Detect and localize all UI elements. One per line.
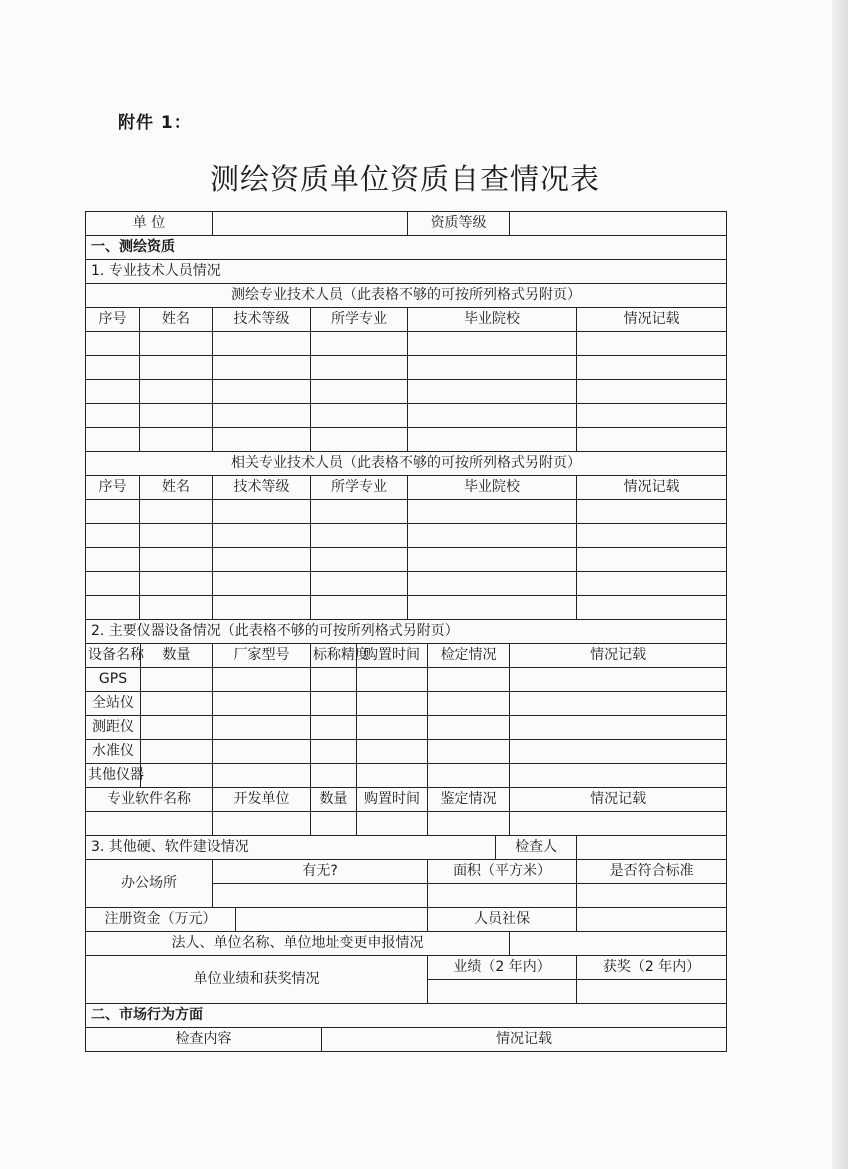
blank-cell[interactable] xyxy=(577,524,727,548)
table-row xyxy=(86,596,727,620)
equipment-name: GPS xyxy=(86,668,141,692)
blank-cell[interactable] xyxy=(510,716,727,740)
equipment-row-rangefinder xyxy=(86,716,727,740)
blank-cell[interactable] xyxy=(140,356,213,380)
office-has-label: 有无? xyxy=(213,860,428,884)
blank-cell[interactable] xyxy=(311,428,408,452)
table-row xyxy=(86,356,727,380)
blank-cell[interactable] xyxy=(408,380,577,404)
blank-cell[interactable] xyxy=(510,668,727,692)
blank-cell[interactable] xyxy=(86,596,140,620)
check-content-label: 检查内容 xyxy=(86,1028,322,1052)
performance-field[interactable] xyxy=(428,980,577,1004)
blank-cell[interactable] xyxy=(408,428,577,452)
record-label: 情况记载 xyxy=(322,1028,727,1052)
blank-cell[interactable] xyxy=(311,740,357,764)
blank-cell[interactable] xyxy=(311,548,408,572)
header-row xyxy=(86,212,727,236)
blank-cell[interactable] xyxy=(141,740,213,764)
blank-cell[interactable] xyxy=(311,668,357,692)
software-header-row xyxy=(86,788,727,812)
col-record: 情况记载 xyxy=(577,476,727,500)
blank-cell[interactable] xyxy=(140,548,213,572)
blank-cell[interactable] xyxy=(311,332,408,356)
blank-cell[interactable] xyxy=(577,500,727,524)
office-row-1 xyxy=(86,860,727,884)
sub1-title: 1. 专业技术人员情况 xyxy=(86,260,727,284)
blank-cell[interactable] xyxy=(311,500,408,524)
blank-cell[interactable] xyxy=(140,572,213,596)
equipment-name: 水准仪 xyxy=(86,740,141,764)
sub3-row xyxy=(86,836,727,860)
blank-cell[interactable] xyxy=(510,764,727,788)
blank-cell[interactable] xyxy=(577,596,727,620)
blank-cell[interactable] xyxy=(408,524,577,548)
blank-cell[interactable] xyxy=(213,548,311,572)
equipment-row-level xyxy=(86,740,727,764)
blank-cell[interactable] xyxy=(357,716,428,740)
change-label: 法人、单位名称、单位地址变更申报情况 xyxy=(86,932,510,956)
blank-cell[interactable] xyxy=(140,596,213,620)
blank-cell[interactable] xyxy=(213,692,311,716)
office-label: 办公场所 xyxy=(86,860,213,908)
col-calibration: 检定情况 xyxy=(428,644,510,668)
blank-cell[interactable] xyxy=(141,692,213,716)
blank-cell[interactable] xyxy=(140,428,213,452)
blank-cell[interactable] xyxy=(408,572,577,596)
blank-cell[interactable] xyxy=(577,332,727,356)
blank-cell[interactable] xyxy=(86,572,140,596)
blank-cell[interactable] xyxy=(140,500,213,524)
table-row xyxy=(86,500,727,524)
col-purchase-time: 购置时间 xyxy=(357,644,428,668)
survey-staff-header-row xyxy=(86,308,727,332)
blank-cell[interactable] xyxy=(408,332,577,356)
qualification-level-label: 资质等级 xyxy=(408,212,510,236)
col-tech-level: 技术等级 xyxy=(213,308,311,332)
sub2-title: 2. 主要仪器设备情况（此表格不够的可按所列格式另附页） xyxy=(86,620,727,644)
col-school: 毕业院校 xyxy=(408,308,577,332)
equipment-name: 全站仪 xyxy=(86,692,141,716)
survey-staff-caption: 测绘专业技术人员（此表格不够的可按所列格式另附页） xyxy=(86,284,727,308)
blank-cell[interactable] xyxy=(141,764,213,788)
equipment-name: 测距仪 xyxy=(86,716,141,740)
col-record: 情况记载 xyxy=(510,788,727,812)
blank-cell[interactable] xyxy=(510,692,727,716)
blank-cell[interactable] xyxy=(311,380,408,404)
blank-cell[interactable] xyxy=(311,596,408,620)
award-col: 获奖（2 年内） xyxy=(577,956,727,980)
blank-cell[interactable] xyxy=(577,380,727,404)
blank-cell[interactable] xyxy=(357,764,428,788)
col-seq: 序号 xyxy=(86,476,140,500)
page-edge xyxy=(832,0,848,1169)
blank-cell[interactable] xyxy=(311,764,357,788)
col-tech-level: 技术等级 xyxy=(213,476,311,500)
table-row xyxy=(86,404,727,428)
blank-cell[interactable] xyxy=(357,692,428,716)
office-has-field[interactable] xyxy=(213,884,428,908)
blank-cell[interactable] xyxy=(213,812,311,836)
page-title: 测绘资质单位资质自查情况表 xyxy=(209,162,600,196)
col-record: 情况记载 xyxy=(577,308,727,332)
blank-cell[interactable] xyxy=(213,740,311,764)
blank-cell[interactable] xyxy=(86,404,140,428)
blank-cell[interactable] xyxy=(213,572,311,596)
social-security-label: 人员社保 xyxy=(428,908,577,932)
inspector-field[interactable] xyxy=(577,836,727,860)
blank-cell[interactable] xyxy=(408,596,577,620)
qualification-level-field[interactable] xyxy=(510,212,727,236)
blank-cell[interactable] xyxy=(357,668,428,692)
unit-value-field[interactable] xyxy=(213,212,408,236)
blank-cell[interactable] xyxy=(213,716,311,740)
blank-cell[interactable] xyxy=(577,572,727,596)
col-model: 厂家型号 xyxy=(213,644,311,668)
blank-cell[interactable] xyxy=(213,764,311,788)
col-record: 情况记载 xyxy=(510,644,727,668)
blank-cell[interactable] xyxy=(577,428,727,452)
blank-cell[interactable] xyxy=(141,668,213,692)
equipment-row-total-station xyxy=(86,692,727,716)
blank-cell[interactable] xyxy=(408,404,577,428)
award-field[interactable] xyxy=(577,980,727,1004)
blank-cell[interactable] xyxy=(311,716,357,740)
blank-cell[interactable] xyxy=(86,380,140,404)
col-name: 姓名 xyxy=(140,308,213,332)
unit-label: 单 位 xyxy=(86,212,213,236)
section1-title: 一、测绘资质 xyxy=(86,236,727,260)
blank-cell[interactable] xyxy=(408,500,577,524)
col-seq: 序号 xyxy=(86,308,140,332)
col-precision: 标称精度 xyxy=(311,644,357,668)
office-area-label: 面积（平方米） xyxy=(428,860,577,884)
blank-cell[interactable] xyxy=(86,356,140,380)
blank-cell[interactable] xyxy=(213,500,311,524)
blank-cell[interactable] xyxy=(213,356,311,380)
inspector-label: 检查人 xyxy=(496,836,577,860)
col-equipment-name: 设备名称 xyxy=(86,644,141,668)
performance-col: 业绩（2 年内） xyxy=(428,956,577,980)
blank-cell[interactable] xyxy=(213,332,311,356)
social-security-field[interactable] xyxy=(577,908,727,932)
blank-cell[interactable] xyxy=(86,332,140,356)
col-quantity: 数量 xyxy=(141,644,213,668)
section2-title: 二、市场行为方面 xyxy=(86,1004,727,1028)
change-row xyxy=(86,932,727,956)
blank-cell[interactable] xyxy=(86,548,140,572)
blank-cell[interactable] xyxy=(357,812,428,836)
blank-cell[interactable] xyxy=(86,428,140,452)
col-major: 所学专业 xyxy=(311,308,408,332)
blank-cell[interactable] xyxy=(428,764,510,788)
blank-cell[interactable] xyxy=(213,404,311,428)
blank-cell[interactable] xyxy=(311,692,357,716)
sub3-title: 3. 其他硬、软件建设情况 xyxy=(86,836,496,860)
office-area-field[interactable] xyxy=(428,884,577,908)
blank-cell[interactable] xyxy=(428,740,510,764)
col-appraisal: 鉴定情况 xyxy=(428,788,510,812)
blank-cell[interactable] xyxy=(140,404,213,428)
section2-header-row xyxy=(86,1028,727,1052)
blank-cell[interactable] xyxy=(428,692,510,716)
col-name: 姓名 xyxy=(140,476,213,500)
blank-cell[interactable] xyxy=(428,668,510,692)
table-row xyxy=(86,380,727,404)
blank-cell[interactable] xyxy=(510,812,727,836)
blank-cell[interactable] xyxy=(408,356,577,380)
col-purchase-time: 购置时间 xyxy=(357,788,428,812)
blank-cell[interactable] xyxy=(311,404,408,428)
col-quantity: 数量 xyxy=(311,788,357,812)
capital-label: 注册资金（万元） xyxy=(86,908,236,932)
blank-cell[interactable] xyxy=(141,716,213,740)
blank-cell[interactable] xyxy=(86,812,213,836)
blank-cell[interactable] xyxy=(140,524,213,548)
table-row xyxy=(86,524,727,548)
table-row xyxy=(86,332,727,356)
office-standard-field[interactable] xyxy=(577,884,727,908)
self-inspection-form xyxy=(85,211,727,1052)
blank-cell[interactable] xyxy=(213,668,311,692)
equipment-header-row xyxy=(86,644,727,668)
equipment-row-gps xyxy=(86,668,727,692)
blank-cell[interactable] xyxy=(140,332,213,356)
blank-cell[interactable] xyxy=(140,380,213,404)
equipment-name: 其他仪器 xyxy=(86,764,141,788)
related-staff-header-row xyxy=(86,476,727,500)
blank-cell[interactable] xyxy=(86,524,140,548)
blank-cell[interactable] xyxy=(357,740,428,764)
blank-cell[interactable] xyxy=(311,356,408,380)
table-row xyxy=(86,572,727,596)
col-developer: 开发单位 xyxy=(213,788,311,812)
capital-field[interactable] xyxy=(236,908,428,932)
blank-cell[interactable] xyxy=(213,596,311,620)
col-software-name: 专业软件名称 xyxy=(86,788,213,812)
capital-row xyxy=(86,908,727,932)
col-major: 所学专业 xyxy=(311,476,408,500)
blank-cell[interactable] xyxy=(577,548,727,572)
blank-cell[interactable] xyxy=(213,428,311,452)
blank-cell[interactable] xyxy=(213,524,311,548)
blank-cell[interactable] xyxy=(86,500,140,524)
blank-cell[interactable] xyxy=(510,740,727,764)
blank-cell[interactable] xyxy=(311,524,408,548)
table-row xyxy=(86,548,727,572)
table-row xyxy=(86,812,727,836)
performance-label: 单位业绩和获奖情况 xyxy=(86,956,428,1004)
attachment-label: 附件 1： xyxy=(118,113,192,133)
equipment-row-other xyxy=(86,764,727,788)
office-standard-label: 是否符合标准 xyxy=(577,860,727,884)
col-school: 毕业院校 xyxy=(408,476,577,500)
blank-cell[interactable] xyxy=(408,548,577,572)
blank-cell[interactable] xyxy=(577,356,727,380)
related-staff-caption: 相关专业技术人员（此表格不够的可按所列格式另附页） xyxy=(86,452,727,476)
table-row xyxy=(86,428,727,452)
blank-cell[interactable] xyxy=(428,716,510,740)
performance-row-1 xyxy=(86,956,727,980)
change-field[interactable] xyxy=(510,932,727,956)
blank-cell[interactable] xyxy=(311,572,408,596)
blank-cell[interactable] xyxy=(311,812,357,836)
blank-cell[interactable] xyxy=(213,380,311,404)
blank-cell[interactable] xyxy=(577,404,727,428)
blank-cell[interactable] xyxy=(428,812,510,836)
